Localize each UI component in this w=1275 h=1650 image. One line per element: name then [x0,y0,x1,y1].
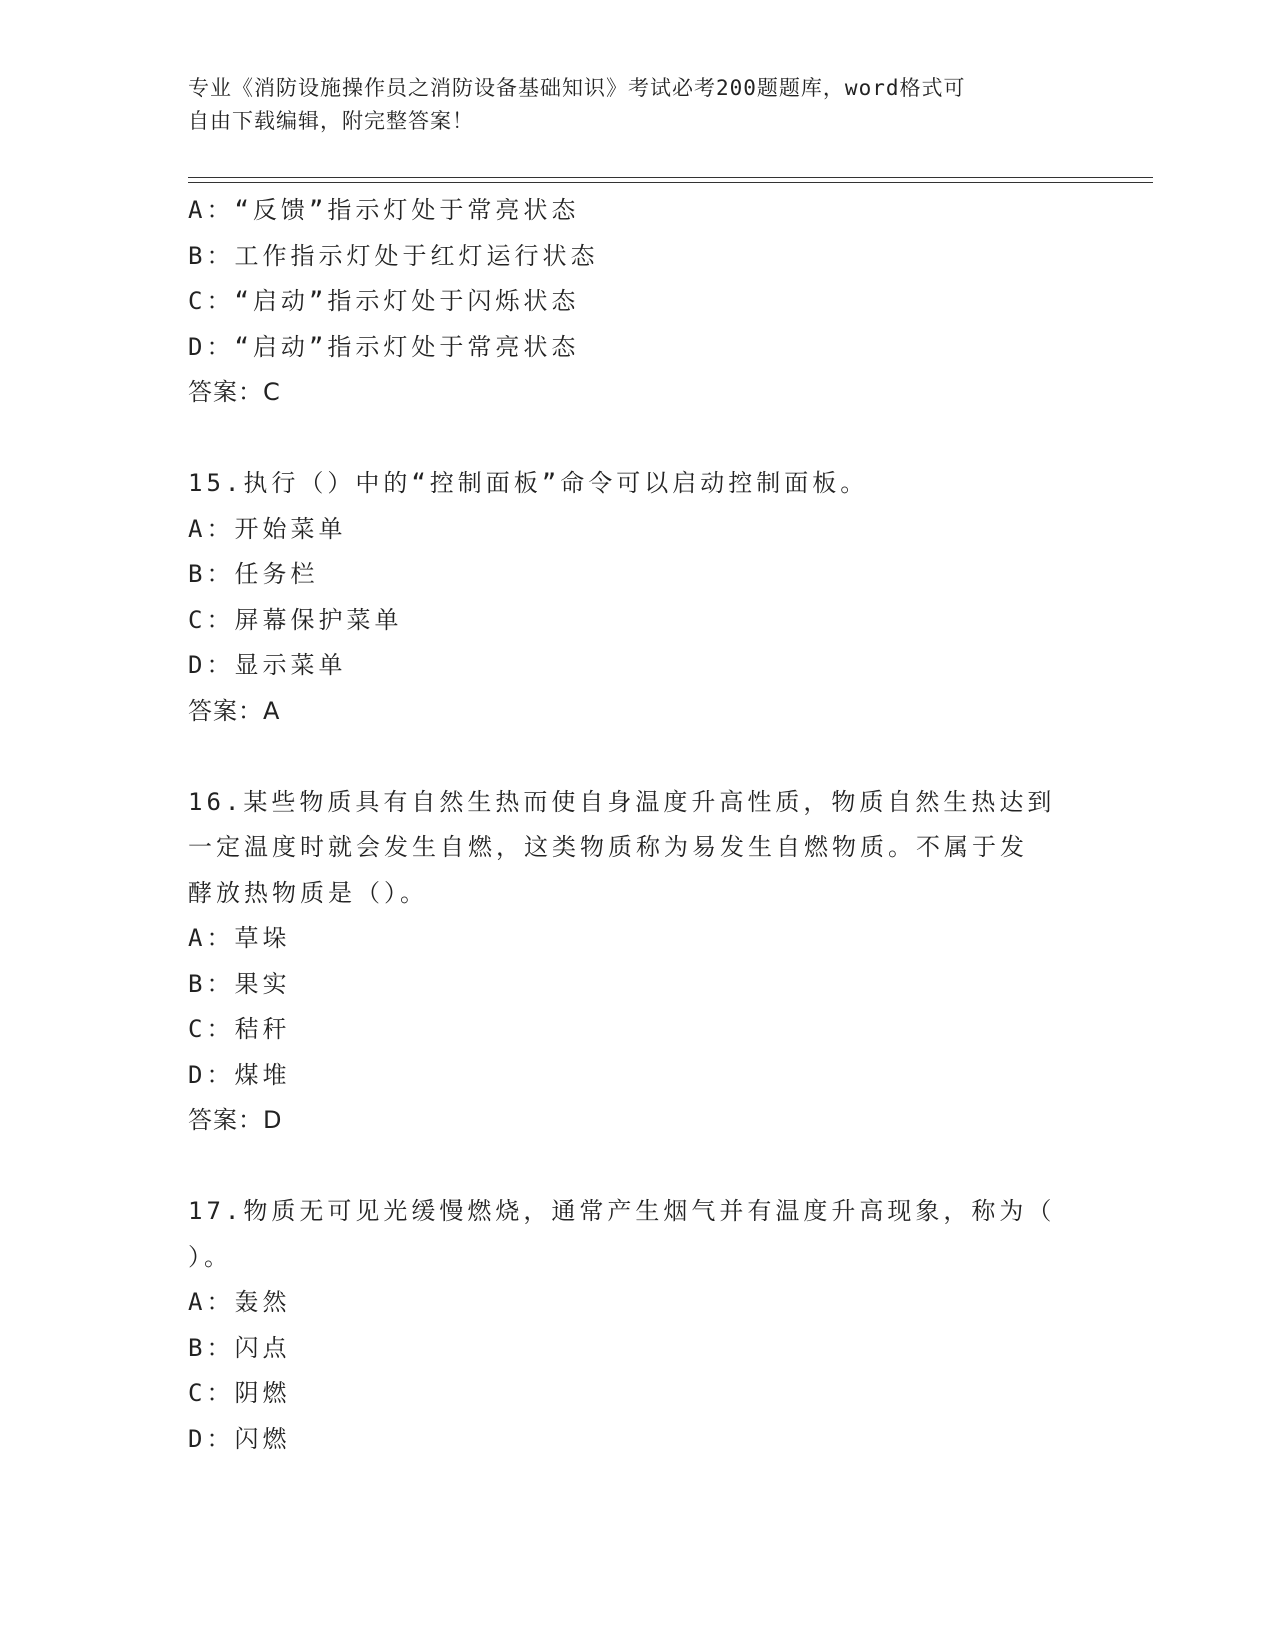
answer-line: 答案：C [188,378,281,406]
option-a: A：开始菜单 [188,514,347,543]
question-stem-line-2: ）。 [188,1242,232,1271]
option-a: A：草垛 [188,924,291,952]
question-list [188,188,1088,1462]
option-b: B：任务栏 [188,560,319,588]
option-b: B：闪点 [188,1333,291,1362]
option-d: D：“启动”指示灯处于常亮状态 [188,332,580,361]
document-header [188,72,1068,138]
question-stem-line-2: 一定温度时就会发生自燃，这类物质称为易发生自燃物质。不属于发 [188,833,1028,861]
option-d: D：煤堆 [188,1060,291,1089]
question-16 [188,780,1088,1144]
option-c: C：“启动”指示灯处于闪烁状态 [188,287,580,315]
option-a: A：轰然 [188,1288,291,1316]
option-a: A：“反馈”指示灯处于常亮状态 [188,196,580,224]
option-c: C：秸秆 [188,1015,291,1043]
question-stem: 15.执行（）中的“控制面板”命令可以启动控制面板。 [188,469,869,497]
question-14 [188,188,1088,416]
question-17 [188,1189,1088,1462]
question-15 [188,461,1088,734]
question-stem-line-1: 17.物质无可见光缓慢燃烧，通常产生烟气并有温度升高现象，称为（ [188,1197,1056,1225]
option-c: C：屏幕保护菜单 [188,605,403,634]
option-b: B：果实 [188,969,291,998]
option-b: B：工作指示灯处于红灯运行状态 [188,241,599,270]
header-line-1: 专业《消防设施操作员之消防设备基础知识》考试必考200题题库，word格式可 [188,76,966,100]
option-d: D：闪燃 [188,1424,291,1453]
spacer [188,734,1088,780]
answer-line: 答案：A [188,696,281,725]
header-divider-top [188,177,1153,178]
answer-line: 答案：D [188,1106,283,1134]
spacer [188,416,1088,462]
header-line-2: 自由下载编辑，附完整答案！ [188,109,474,133]
option-d: D：显示菜单 [188,651,347,679]
option-c: C：阴燃 [188,1379,291,1407]
question-stem-line-3: 酵放热物质是（）。 [188,878,428,907]
spacer [188,1144,1088,1190]
header-divider-bottom [188,182,1153,183]
question-stem-line-1: 16.某些物质具有自然生热而使自身温度升高性质，物质自然生热达到 [188,787,1056,816]
